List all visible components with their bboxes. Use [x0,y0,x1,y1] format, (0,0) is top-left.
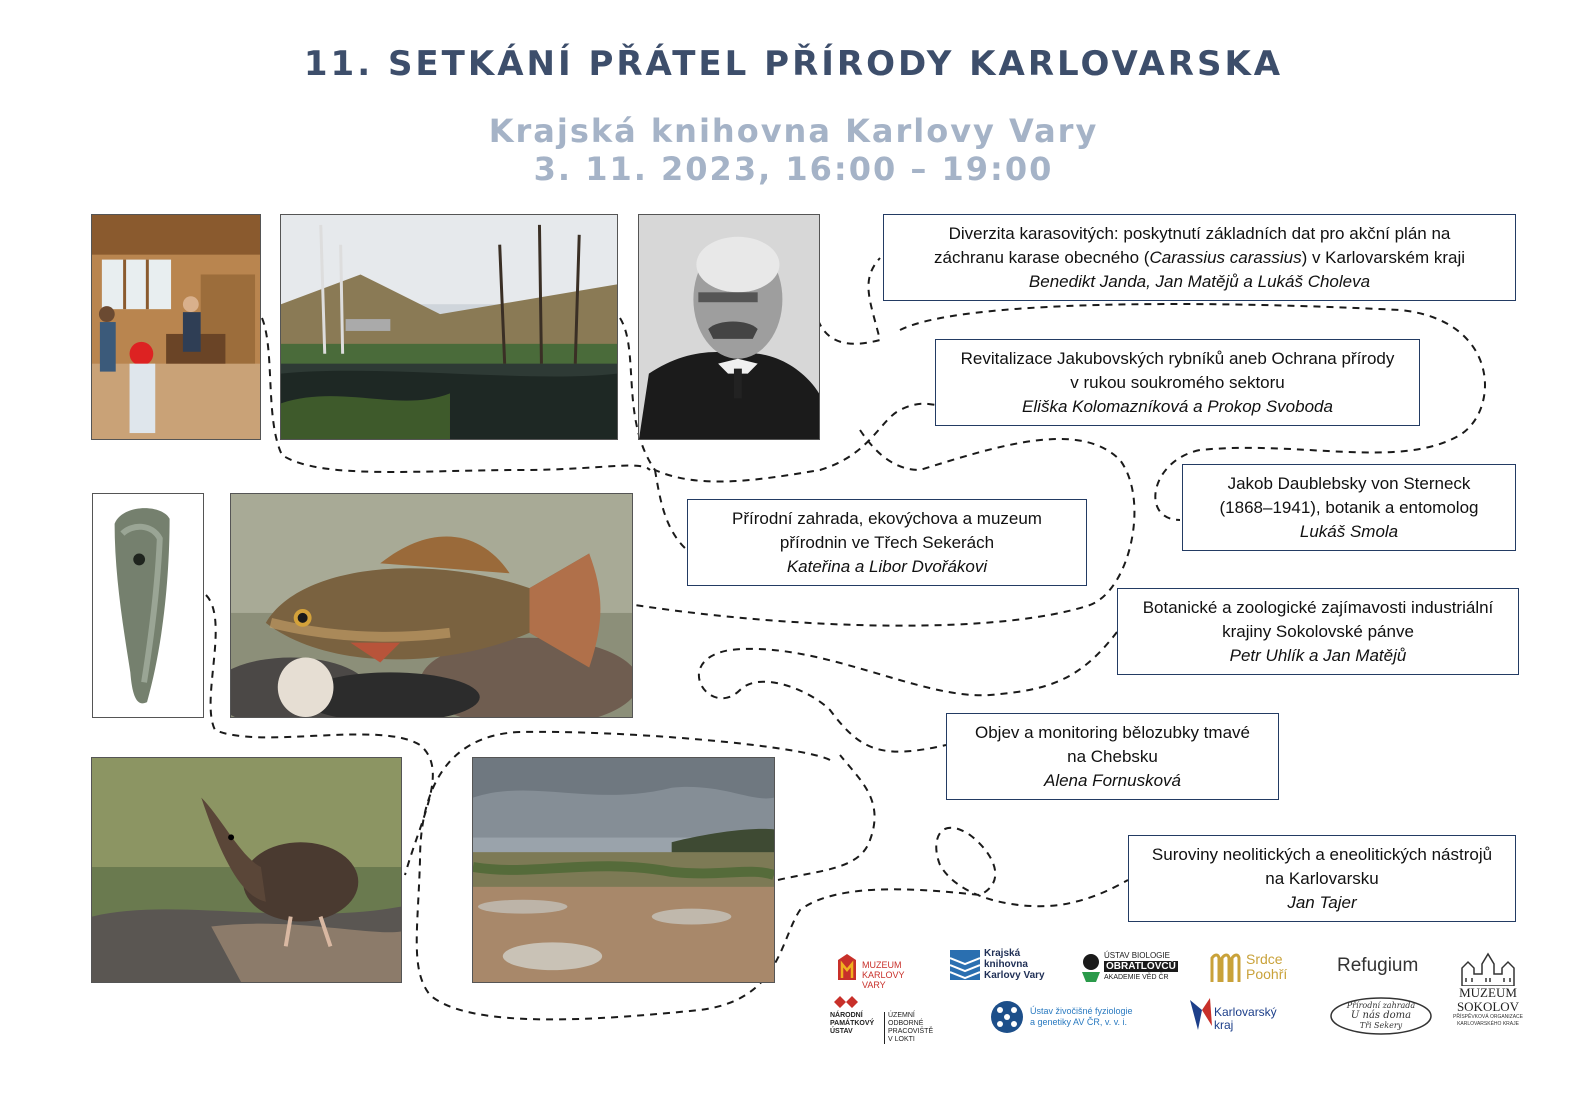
castle-icon [1458,952,1518,986]
muzeum-kv-emblem-icon [836,952,858,982]
date-time-subtitle: 3. 11. 2023, 16:00 – 19:00 [533,150,1054,188]
talk-box-4 [687,499,1087,586]
talk-box-2 [935,339,1420,426]
logo-krajska-knihovna: Krajská knihovna Karlovy Vary [950,948,1055,988]
photo-portrait-sterneck [638,214,820,440]
photo-children-in-nature-house [91,214,261,440]
talk-5-title-line2: krajiny Sokolovské pánve [1222,622,1414,641]
event-title: 11. SETKÁNÍ PŘÁTEL PŘÍRODY KARLOVARSKA [303,44,1284,84]
srdce-poohri-wave-icon [1210,952,1242,984]
talk-5-title-line1: Botanické a zoologické zajímavosti industriální [1142,598,1494,617]
talk-6-title-line1: Objev a monitoring bělozubky tmavé [975,723,1250,742]
ubo-animal-icon [1080,952,1102,982]
photo-shrew [91,757,402,983]
talk-7-title-line1: Suroviny neolitických a eneolitických nástrojů [1151,845,1493,864]
logo-ustav-zivocisne-fyziologie: Ústav živočišné fyziologie a genetiky AV ČR, v. v. i. [990,1000,1140,1034]
connector-10 [778,755,875,880]
logo-muzeum-karlovy-vary: MUZEUM KARLOVY VARY [836,950,926,990]
talk-4-title-line1: Přírodní zahrada, ekovýchova a muzeum [732,509,1042,528]
venue-subtitle: Krajská knihovna Karlovy Vary [488,112,1099,150]
talk-4-authors: Kateřina a Libor Dvořákovi [786,557,988,576]
talk-1-title-line2: záchranu karase obecného (Carassius carassius) v Karlovarském kraji [933,248,1465,267]
talk-6-title-line2: na Chebsku [1067,747,1158,766]
talk-box-3 [1182,464,1516,551]
talk-7-title-line2: na Karlovarsku [1265,869,1379,888]
connector-4 [655,470,687,550]
iapg-dots-icon [990,1000,1024,1034]
talk-box-7 [1128,835,1516,922]
talk-2-authors: Eliška Kolomazníková a Prokop Svoboda [1022,397,1333,416]
kraj-emblem-icon [1188,996,1214,1032]
talk-1-title-line1: Diverzita karasovitých: poskytnutí základních dat pro akční plán na [948,224,1451,243]
logo-ustav-biologie-obratlovcu: ÚSTAV BIOLOGIE OBRATLOVCŮ AKADEMIE VĚD ČR [1080,950,1180,990]
talk-box-5 [1117,588,1519,675]
connector-1 [818,258,880,344]
talk-1-species-name: Carassius carassius [1149,248,1302,267]
logo-muzeum-sokolov: MUZEUM SOKOLOV PŘÍSPĚVKOVÁ ORGANIZACE KARLOVARSKÉHO KRAJE [1448,952,1528,1036]
talk-4-title-line2: přírodnin ve Třech Sekerách [779,533,995,552]
logo-srdce-poohri: Srdce Poohří [1210,952,1300,988]
photo-stone-tool [92,493,204,718]
photo-crucian-carp [230,493,633,718]
npu-emblem-icon [832,994,860,1010]
talk-3-title-line2: (1868–1941), botanik a entomolog [1219,498,1479,517]
logo-narodni-pamatkovy-ustav: NÁRODNÍ PAMÁTKOVÝ ÚSTAV ÚZEMNÍ ODBORNÉ PRACOVIŠTĚ V LOKTI [830,994,945,1034]
talk-2-title-line2: v rukou soukromého sektoru [1070,373,1285,392]
talk-6-authors: Alena Fornusková [1043,771,1182,790]
photo-post-mining-landscape [472,757,775,983]
logo-refugium: Refugium [1337,955,1419,976]
talk-7-authors: Jan Tajer [1287,893,1357,912]
logo-prirodni-zahrada: Přírodní zahrada U nás doma Tři Sekery [1329,996,1433,1036]
talk-3-title-line1: Jakob Daublebsky von Sterneck [1227,474,1471,493]
talk-box-6 [946,713,1279,800]
logo-karlovarsky-kraj: Karlovarský kraj [1188,996,1288,1034]
talk-3-authors: Lukáš Smola [1299,522,1399,541]
talk-1-authors: Benedikt Janda, Jan Matějů a Lukáš Choleva [1028,272,1371,291]
knihovna-waves-icon [950,950,980,980]
talk-box-1 [883,214,1516,301]
talk-5-authors: Petr Uhlík a Jan Matějů [1229,646,1407,665]
talk-2-title-line1: Revitalizace Jakubovských rybníků aneb Ochrana přírody [960,349,1395,368]
photo-pond-landscape [280,214,618,440]
